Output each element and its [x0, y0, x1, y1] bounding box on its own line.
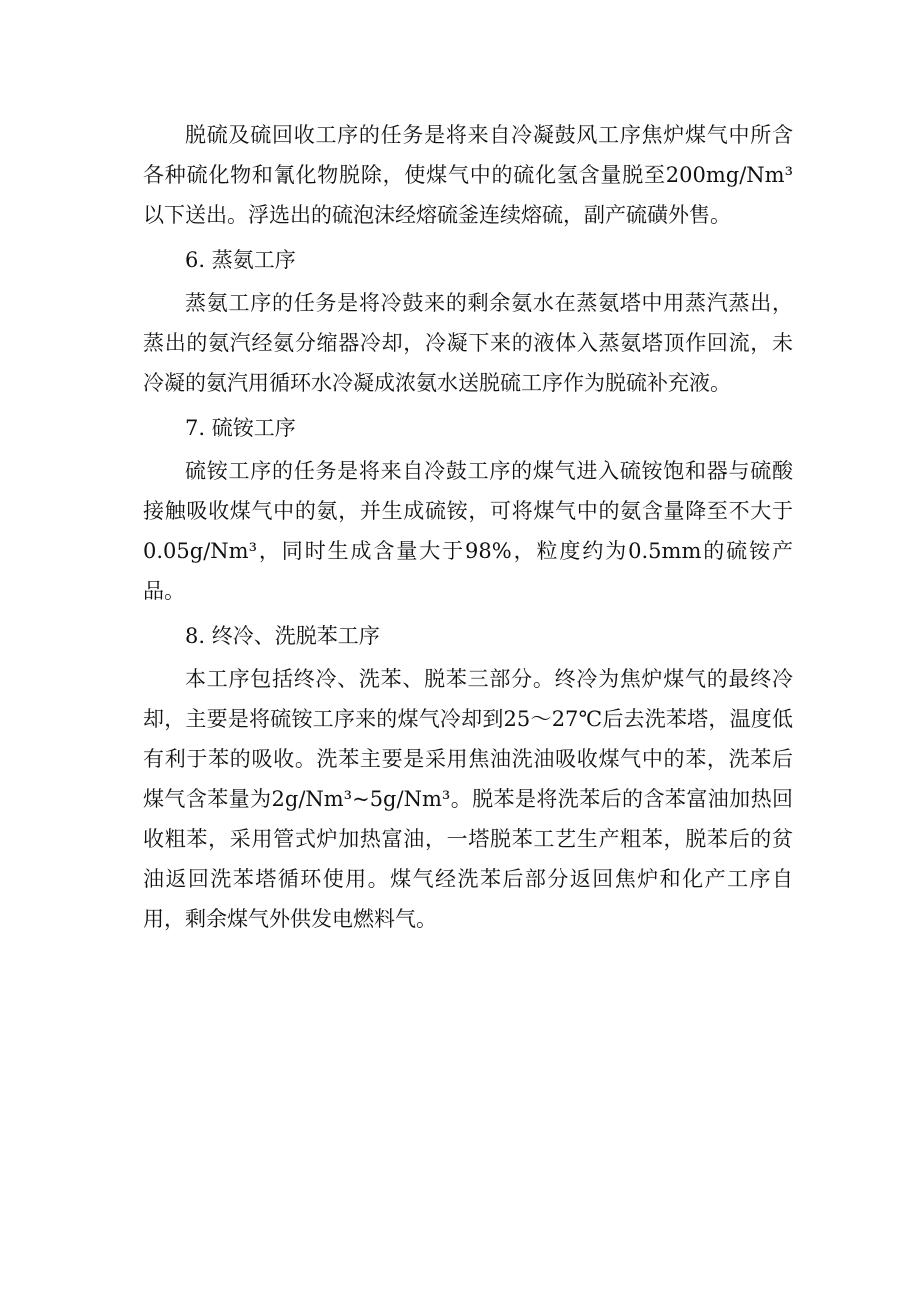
section-body-final-cooling-benzene: 本工序包括终冷、洗苯、脱苯三部分。终冷为焦炉煤气的最终冷却，主要是将硫铵工序来的煤气冷却到25～27℃后去洗苯塔，温度低有利于苯的吸收。洗苯主要是采用焦油洗油吸收煤气中的苯，洗苯后煤气含苯量为2g/Nm³~5g/Nm³。脱苯是将洗苯后的含苯富油加热回收粗苯，采用管式炉加热富油，一塔脱苯工艺生产粗苯，脱苯后的贫油返回洗苯塔循环使用。煤气经洗苯后部分返回焦炉和化产工序自用，剩余煤气外供发电燃料气。 [143, 667, 793, 931]
section-heading-ammonia-distillation: 6. 蒸氨工序 [185, 248, 296, 272]
section-body-ammonia-distillation: 蒸氨工序的任务是将冷鼓来的剩余氨水在蒸氨塔中用蒸汽蒸出，蒸出的氨汽经氨分缩器冷却，冷凝下来的液体入蒸氨塔顶作回流，未冷凝的氨汽用循环水冷凝成浓氨水送脱硫工序作为脱硫补充液。 [143, 291, 793, 395]
section-heading-ammonium-sulfate: 7. 硫铵工序 [185, 416, 296, 440]
section-heading-final-cooling-benzene: 8. 终冷、洗脱苯工序 [185, 624, 380, 648]
section-body-ammonium-sulfate: 硫铵工序的任务是将来自冷鼓工序的煤气进入硫铵饱和器与硫酸接触吸收煤气中的氨，并生成硫铵，可将煤气中的氨含量降至不大于0.05g/Nm³，同时生成含量大于98%，粒度约为0.5mm的硫铵产品。 [143, 459, 793, 603]
intro-paragraph: 脱硫及硫回收工序的任务是将来自冷凝鼓风工序焦炉煤气中所含各种硫化物和氰化物脱除，使煤气中的硫化氢含量脱至200mg/Nm³以下送出。浮选出的硫泡沫经熔硫釜连续熔硫，副产硫磺外售。 [143, 123, 793, 227]
document-body [143, 115, 793, 939]
